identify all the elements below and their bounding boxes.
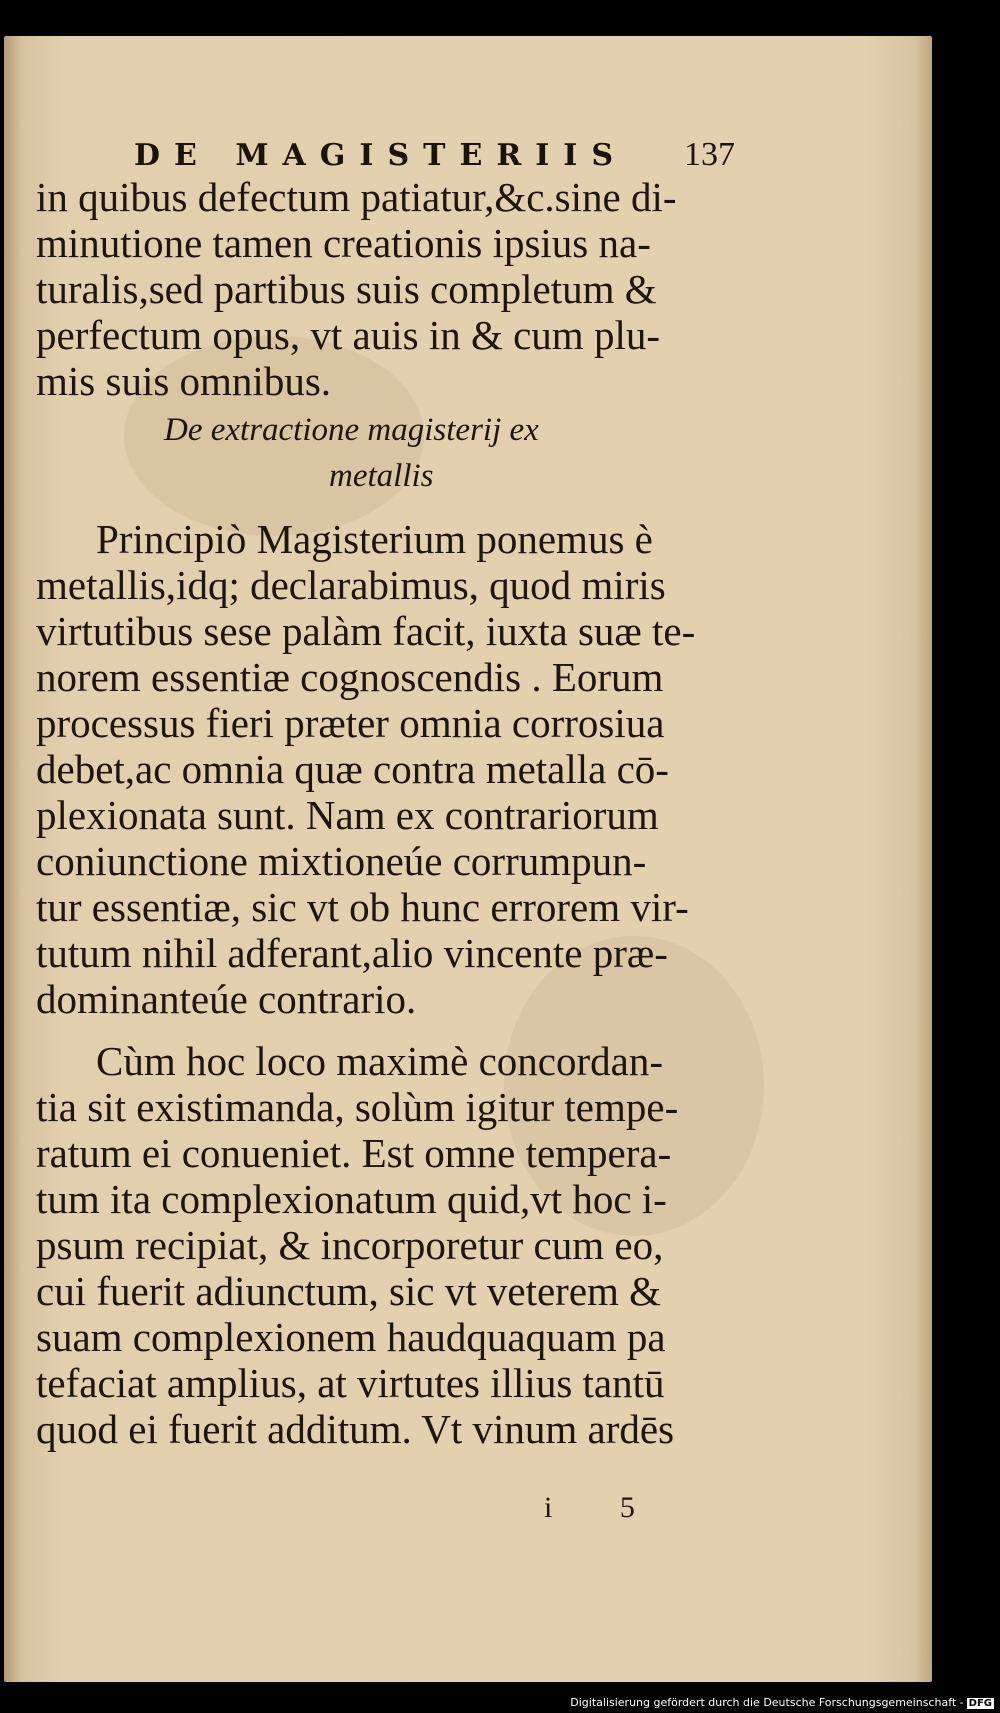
section-heading-line1: De extractione magisterij ex — [164, 412, 539, 448]
text-line: tum ita complexionatum quid,vt hoc i- — [36, 1176, 667, 1222]
book-page — [4, 36, 932, 1682]
page-number: 137 — [684, 136, 735, 173]
credit-text: Digitalisierung gefördert durch die Deutsche Forschungsgemeinschaft - — [570, 1696, 964, 1709]
text-line: minutione tamen creationis ipsius na- — [36, 220, 651, 266]
text-line: tutum nihil adferant,alio vincente præ- — [36, 930, 668, 976]
text-line: virtutibus sese palàm facit, iuxta suæ te- — [36, 608, 696, 654]
dfg-logo: DFG — [968, 1698, 992, 1709]
text-line: cui fuerit adiunctum, sic vt veterem & — [36, 1268, 662, 1314]
text-line: ratum ei conueniet. Est omne tempera- — [36, 1130, 672, 1176]
text-line: coniunctione mixtioneúe corrumpun- — [36, 838, 647, 884]
text-line: tefaciat amplius, at virtutes illius tantū — [36, 1360, 665, 1406]
text-line: tur essentiæ, sic vt ob hunc errorem vir- — [36, 884, 689, 930]
text-line: processus fieri præter omnia corrosiua — [36, 700, 665, 746]
text-line: norem essentiæ cognoscendis . Eorum — [36, 654, 664, 700]
running-title: DE MAGISTERIIS — [134, 138, 627, 173]
text-line: Principiò Magisterium ponemus è — [96, 516, 653, 562]
text-line: mis suis omnibus. — [36, 358, 332, 404]
text-line: dominanteúe contrario. — [36, 976, 417, 1022]
text-line: psum recipiat, & incorporetur cum eo, — [36, 1222, 664, 1268]
text-line: turalis,sed partibus suis completum & — [36, 266, 657, 312]
section-heading-line2: metallis — [329, 458, 434, 494]
signature-mark: i 5 — [544, 1491, 665, 1524]
digitization-credit — [570, 1696, 994, 1709]
text-line: metallis,idq; declarabimus, quod miris — [36, 562, 666, 608]
text-line: debet,ac omnia quæ contra metalla cō- — [36, 746, 669, 792]
text-line: Cùm hoc loco maximè concordan- — [96, 1038, 663, 1084]
text-line: in quibus defectum patiatur,&c.sine di- — [36, 174, 677, 220]
text-line: plexionata sunt. Nam ex contrariorum — [36, 792, 659, 838]
text-line: quod ei fuerit additum. Vt vinum ardēs — [36, 1406, 675, 1452]
text-line: tia sit existimanda, solùm igitur tempe- — [36, 1084, 679, 1130]
body-text — [4, 36, 932, 1682]
text-line: perfectum opus, vt auis in & cum plu- — [36, 312, 660, 358]
text-line: suam complexionem haudquaquam pa — [36, 1314, 666, 1360]
